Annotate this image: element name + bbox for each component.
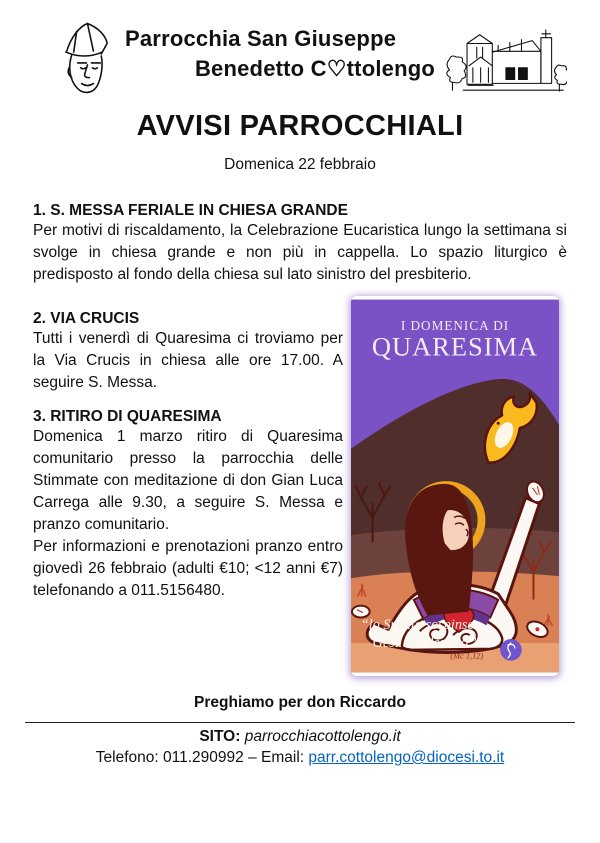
section-1-body: Per motivi di riscaldamento, la Celebrazione Eucaristica lungo la settimana si svolge in chiesa grande e non più in cappella. Lo spazio liturgico è predisposto al fondo della chiesa sul lato sinistro del presbiterio. <box>33 222 567 283</box>
email-link[interactable]: parr.cottolengo@diocesi.to.it <box>308 749 505 766</box>
section-1-heading: 1. S. MESSA FERIALE IN CHIESA GRANDE <box>33 202 348 219</box>
contact-line <box>33 749 567 767</box>
parish-name-block <box>119 18 435 82</box>
separator-dash: – <box>248 749 257 766</box>
masthead <box>33 18 567 96</box>
left-text-column <box>33 296 351 676</box>
poster-title-line1: I DOMENICA DI <box>400 318 510 333</box>
email-label: Email: <box>261 749 305 766</box>
phone-value: 011.290992 <box>163 749 244 766</box>
quote-reference: (Mc 1,12) <box>450 651 484 661</box>
page-title: AVVISI PARROCCHIALI <box>136 110 464 142</box>
section-ritiro-quaresima <box>33 408 343 602</box>
prayer-line: Preghiamo per don Riccardo <box>194 694 406 711</box>
site-label: SITO: <box>199 728 241 745</box>
two-column-area <box>33 296 567 676</box>
section-3-heading: 3. RITIRO DI QUARESIMA <box>33 408 222 425</box>
cottolengo-portrait-icon <box>55 18 119 96</box>
parish-name-line2: Benedetto C♡ttolengo <box>194 56 435 81</box>
section-3-body-2: Per informazioni e prenotazioni pranzo entro giovedì 26 febbraio (adulti €10; <12 anni €7) telefonando a 011.5156480. <box>33 538 343 599</box>
phone-label: Telefono: <box>95 749 159 766</box>
quote-line2: Gesù nel deserto ” <box>372 634 480 651</box>
quaresima-poster-svg <box>351 296 559 676</box>
section-2-heading: 2. VIA CRUCIS <box>33 310 140 327</box>
section-2-body: Tutti i venerdì di Quaresima ci troviamo per la Via Crucis in chiesa alle ore 17.00. A seguire S. Messa. <box>33 330 343 391</box>
site-value: parrocchiacottolengo.it <box>244 728 401 745</box>
parish-name-line1: Parrocchia San Giuseppe <box>125 26 397 51</box>
site-line <box>33 728 567 746</box>
publisher-logo <box>500 639 522 661</box>
date-line: Domenica 22 febbraio <box>224 156 376 173</box>
section-messa-feriale <box>33 202 567 286</box>
church-sketch-icon <box>439 26 567 96</box>
quaresima-poster-image <box>351 296 559 676</box>
section-3-body-1: Domenica 1 marzo ritiro di Quaresima comunitario presso la parrocchia delle Stimmate con meditazione di don Gian Luca Carrega alle 9.30, a seguire S. Messa e pranzo comunitario. <box>33 428 343 533</box>
footer-divider <box>25 722 575 723</box>
poster-title-line2: QUARESIMA <box>371 331 539 362</box>
section-via-crucis <box>33 310 343 394</box>
quote-line1: “lo Spirito sospinse <box>360 617 474 634</box>
